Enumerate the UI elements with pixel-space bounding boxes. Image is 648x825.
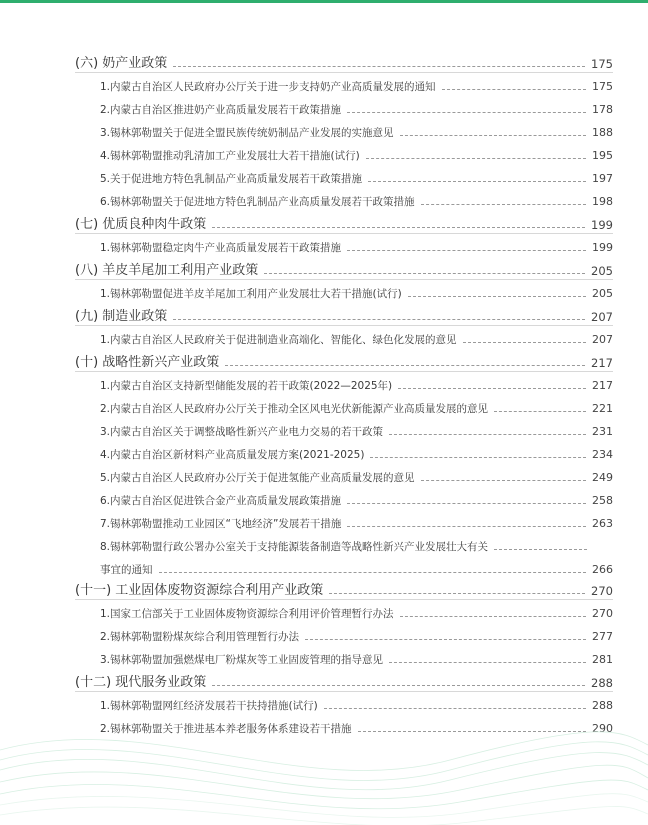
dot-leader [463,342,586,343]
toc-item-entry[interactable] [100,144,613,164]
dot-leader [442,89,586,90]
toc-page-number: 288 [591,676,613,690]
dot-leader [159,572,587,573]
toc-item-entry[interactable] [100,98,613,118]
toc-item-entry[interactable] [100,558,613,578]
toc-section-entry[interactable] [75,305,613,325]
dot-leader [366,158,586,159]
toc-page-number: 205 [591,264,613,278]
toc-item-entry[interactable] [100,512,613,532]
toc-section-row [0,671,648,691]
dot-leader [347,250,586,251]
toc-page-number: 258 [592,494,613,507]
toc-item-entry[interactable] [100,190,613,210]
toc-item-row [0,374,648,394]
toc-item-entry[interactable] [100,443,613,463]
toc-section-row [0,351,648,371]
toc-item-title: 事宜的通知 [100,564,153,576]
toc-section-title: (九) 制造业政策 [75,309,168,324]
toc-page-number: 290 [592,722,613,735]
toc-section-entry[interactable] [75,351,613,371]
toc-page-number: 277 [592,630,613,643]
toc-item-row [0,236,648,256]
dot-leader [494,549,587,550]
toc-item-title: 1.锡林郭勒盟稳定肉牛产业高质量发展若干政策措施 [100,242,342,254]
section-rule [75,279,613,280]
section-rule [75,325,613,326]
toc-item-title: 3.锡林郭勒盟关于促进全盟民族传统奶制品产业发展的实施意见 [100,127,394,139]
toc-item-row [0,602,648,622]
toc-item-row [0,535,648,555]
toc-item-entry[interactable] [100,489,613,509]
dot-leader [225,365,585,366]
dot-leader [400,616,586,617]
toc-section-row [0,213,648,233]
toc-item-row [0,558,648,578]
toc-page-number: 188 [592,126,613,139]
toc-page-number: 288 [592,699,613,712]
toc-page-number: 217 [591,356,613,370]
toc-section-title: (八) 羊皮羊尾加工利用产业政策 [75,263,259,278]
toc-item-title: 2.内蒙古自治区人民政府办公厅关于推动全区风电光伏新能源产业高质量发展的意见 [100,403,489,415]
toc-item-entry[interactable] [100,374,613,394]
toc-page-number: 207 [592,333,613,346]
toc-item-title: 6.锡林郭勒盟关于促进地方特色乳制品产业高质量发展若干政策措施 [100,196,415,208]
toc-item-title: 3.内蒙古自治区关于调整战略性新兴产业电力交易的若干政策 [100,426,384,438]
toc-item-title: 2.锡林郭勒盟粉煤灰综合利用管理暂行办法 [100,631,300,643]
toc-section-row [0,305,648,325]
toc-item-entry[interactable] [100,535,613,555]
toc-page-number: 199 [591,218,613,232]
toc-item-row [0,121,648,141]
toc-item-entry[interactable] [100,420,613,440]
toc-item-row [0,144,648,164]
decorative-wave-background [0,690,648,825]
toc-section-title: (六) 奶产业政策 [75,56,168,71]
toc-item-entry[interactable] [100,75,613,95]
toc-section-row [0,259,648,279]
dot-leader [494,411,586,412]
toc-page-number: 207 [591,310,613,324]
toc-item-entry[interactable] [100,236,613,256]
toc-page-number: 175 [592,80,613,93]
toc-item-row [0,75,648,95]
section-rule [75,233,613,234]
toc-item-entry[interactable] [100,397,613,417]
dot-leader [398,388,586,389]
toc-section-entry[interactable] [75,671,613,691]
dot-leader [329,593,585,594]
toc-page-number: 221 [592,402,613,415]
toc-item-title: 1.内蒙古自治区支持新型储能发展的若干政策(2022—2025年) [100,380,393,392]
toc-section-row [0,579,648,599]
toc-page-number: 266 [592,563,613,576]
dot-leader [389,434,586,435]
toc-item-title: 4.锡林郭勒盟推动乳清加工产业发展壮大若干措施(试行) [100,150,360,162]
toc-section-title: (十) 战略性新兴产业政策 [75,355,220,370]
section-rule [75,371,613,372]
toc-item-row [0,625,648,645]
dot-leader [173,66,585,67]
toc-item-entry[interactable] [100,121,613,141]
toc-item-row [0,489,648,509]
dot-leader [347,526,586,527]
toc-item-row [0,443,648,463]
section-rule [75,72,613,73]
toc-item-title: 1.内蒙古自治区人民政府办公厅关于进一步支持奶产业高质量发展的通知 [100,81,436,93]
toc-item-title: 1.内蒙古自治区人民政府关于促进制造业高端化、智能化、绿色化发展的意见 [100,334,457,346]
dot-leader [305,639,586,640]
toc-page-number: 195 [592,149,613,162]
toc-page-number: 234 [592,448,613,461]
toc-page-number: 270 [591,584,613,598]
toc-section-entry[interactable] [75,579,613,599]
toc-section-entry[interactable] [75,259,613,279]
toc-item-title: 5.内蒙古自治区人民政府办公厅关于促进氢能产业高质量发展的意见 [100,472,415,484]
section-rule [75,599,613,600]
toc-page-number: 249 [592,471,613,484]
toc-item-entry[interactable] [100,466,613,486]
toc-item-title: 1.锡林郭勒盟促进羊皮羊尾加工利用产业发展壮大若干措施(试行) [100,288,402,300]
toc-page-number: 178 [592,103,613,116]
toc-item-entry[interactable] [100,167,613,187]
toc-section-title: (七) 优质良种肉牛政策 [75,217,207,232]
toc-page-number: 199 [592,241,613,254]
toc-item-row [0,512,648,532]
dot-leader [421,204,586,205]
toc-item-entry[interactable] [100,648,613,668]
toc-item-row [0,98,648,118]
dot-leader [347,112,586,113]
toc-item-title: 2.内蒙古自治区推进奶产业高质量发展若干政策措施 [100,104,342,116]
toc-item-title: 8.锡林郭勒盟行政公署办公室关于支持能源装备制造等战略性新兴产业发展壮大有关 [100,541,489,553]
dot-leader [370,457,586,458]
toc-section-row [0,52,648,72]
toc-item-title: 6.内蒙古自治区促进铁合金产业高质量发展政策措施 [100,495,342,507]
dot-leader [347,503,586,504]
dot-leader [421,480,586,481]
toc-item-title: 1.国家工信部关于工业固体废物资源综合利用评价管理暂行办法 [100,608,394,620]
toc-page-number: 231 [592,425,613,438]
toc-item-entry[interactable] [100,602,613,622]
dot-leader [400,135,586,136]
toc-item-title: 5.关于促进地方特色乳制品产业高质量发展若干政策措施 [100,173,363,185]
toc-item-title: 2.锡林郭勒盟关于推进基本养老服务体系建设若干措施 [100,723,352,735]
toc-item-entry[interactable] [100,625,613,645]
top-accent-bar [0,0,648,3]
toc-section-entry[interactable] [75,213,613,233]
toc-item-row [0,282,648,302]
toc-item-title: 1.锡林郭勒盟网红经济发展若干扶持措施(试行) [100,700,318,712]
dot-leader [212,227,585,228]
toc-item-row [0,167,648,187]
toc-page-number: 263 [592,517,613,530]
toc-item-row [0,328,648,348]
toc-item-title: 3.锡林郭勒盟加强燃煤电厂粉煤灰等工业固废管理的指导意见 [100,654,384,666]
toc-item-entry[interactable] [100,282,613,302]
dot-leader [173,319,585,320]
toc-item-title: 4.内蒙古自治区新材料产业高质量发展方案(2021-2025) [100,449,365,461]
dot-leader [212,685,585,686]
toc-page-number: 175 [591,57,613,71]
toc-page-number: 198 [592,195,613,208]
toc-item-row [0,648,648,668]
toc-item-row [0,190,648,210]
dot-leader [389,662,586,663]
toc-page-number: 281 [592,653,613,666]
dot-leader [408,296,586,297]
toc-item-title: 7.锡林郭勒盟推动工业园区“飞地经济”发展若干措施 [100,518,342,530]
toc-page-number: 270 [592,607,613,620]
toc-item-row [0,466,648,486]
toc-page-number: 205 [592,287,613,300]
toc-section-title: (十一) 工业固体废物资源综合利用产业政策 [75,583,324,598]
toc-item-entry[interactable] [100,328,613,348]
dot-leader [368,181,586,182]
toc-item-row [0,420,648,440]
toc-page-number: 197 [592,172,613,185]
toc-section-title: (十二) 现代服务业政策 [75,675,207,690]
toc-page-number: 217 [592,379,613,392]
toc-item-row [0,397,648,417]
dot-leader [264,273,585,274]
toc-section-entry[interactable] [75,52,613,72]
